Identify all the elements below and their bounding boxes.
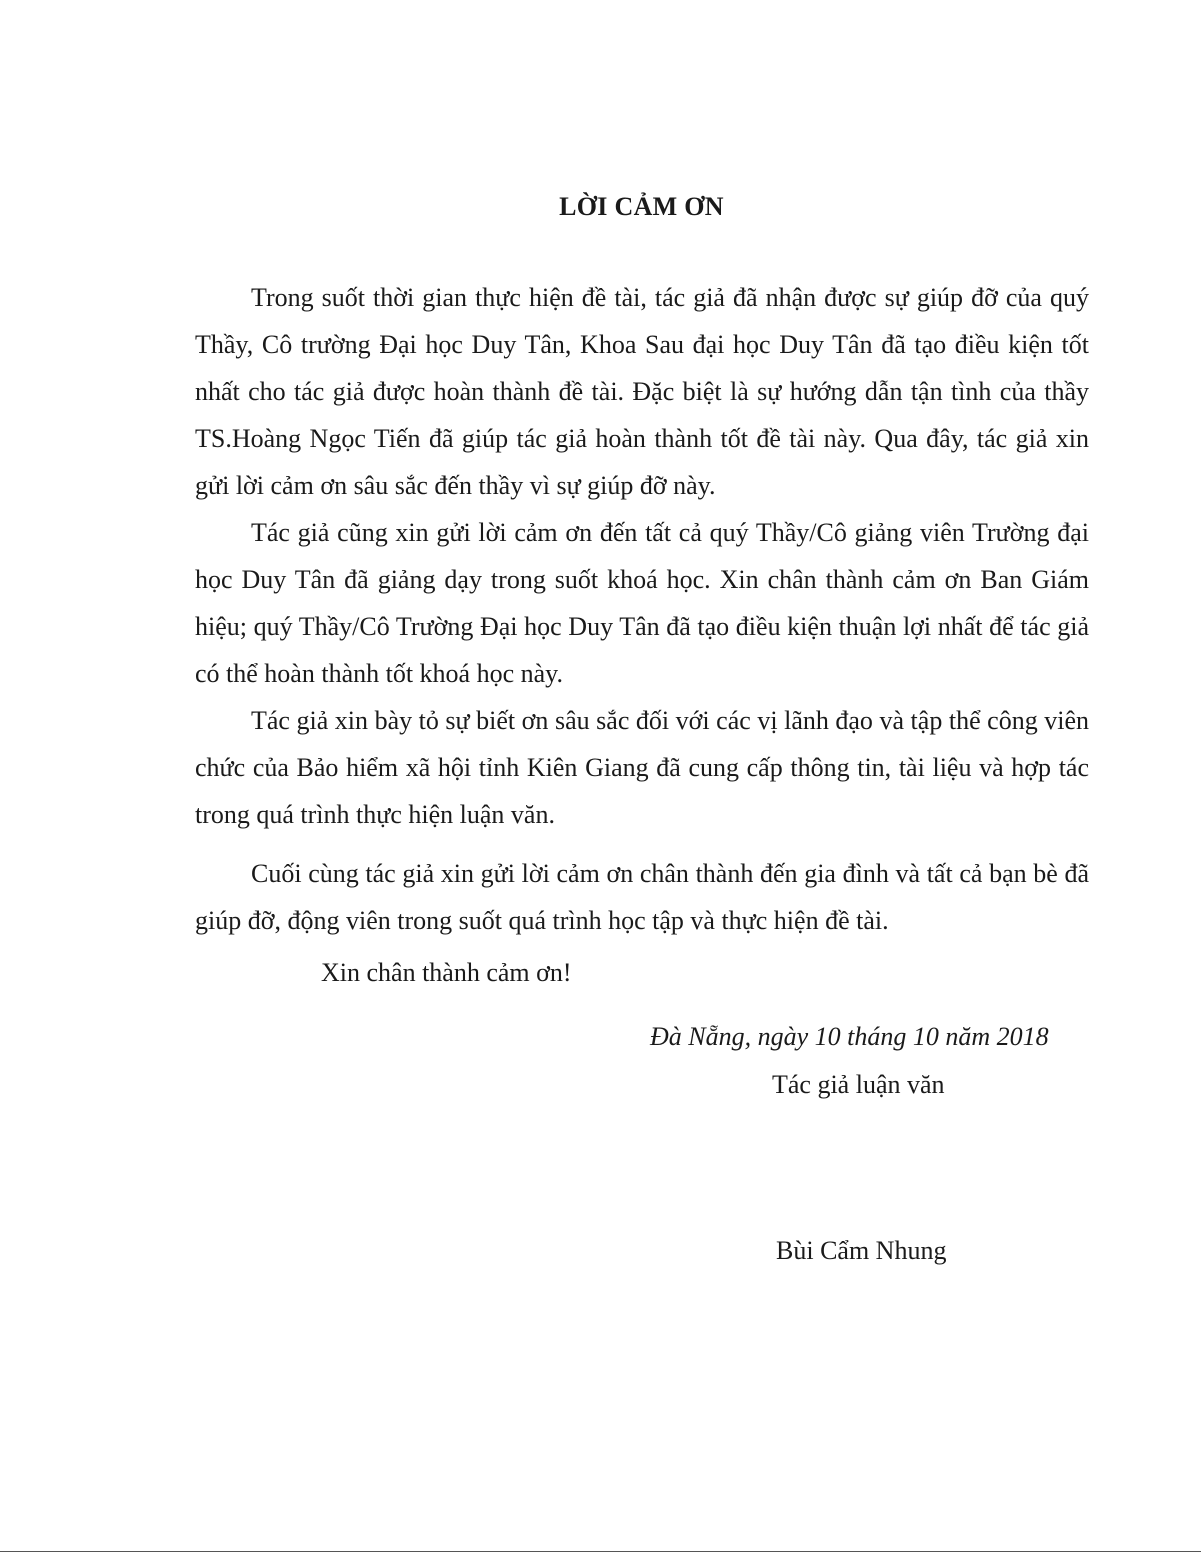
author-role: Tác giả luận văn bbox=[772, 1070, 945, 1099]
paragraph-4: Cuối cùng tác giả xin gửi lời cảm ơn chân thành đến gia đình và tất cả bạn bè đã giúp đỡ, động viên trong suốt quá trình học tập và thực hiện đề tài. bbox=[195, 859, 1089, 935]
paragraph-2: Tác giả cũng xin gửi lời cảm ơn đến tất cả quý Thầy/Cô giảng viên Trường đại học Duy Tân đã giảng dạy trong suốt khoá học. Xin chân thành cảm ơn Ban Giám hiệu; quý Thầy/Cô Trường Đại học Duy Tân đã tạo điều kiện thuận lợi nhất để tác giả có thể hoàn thành tốt khoá học này. bbox=[195, 518, 1089, 688]
body-text bbox=[195, 274, 1089, 944]
paragraph-3: Tác giả xin bày tỏ sự biết ơn sâu sắc đối với các vị lãnh đạo và tập thể công viên chức của Bảo hiểm xã hội tỉnh Kiên Giang đã cung cấp thông tin, tài liệu và hợp tác trong quá trình thực hiện luận văn. bbox=[195, 706, 1089, 829]
place-date: Đà Nẵng, ngày 10 tháng 10 năm 2018 bbox=[650, 1022, 1049, 1051]
author-name: Bùi Cẩm Nhung bbox=[776, 1236, 947, 1265]
paragraph-1: Trong suốt thời gian thực hiện đề tài, tác giả đã nhận được sự giúp đỡ của quý Thầy, Cô trường Đại học Duy Tân, Khoa Sau đại học Duy Tân đã tạo điều kiện tốt nhất cho tác giả được hoàn thành đề tài. Đặc biệt là sự hướng dẫn tận tình của thầy TS.Hoàng Ngọc Tiến đã giúp tác giả hoàn thành tốt đề tài này. Qua đây, tác giả xin gửi lời cảm ơn sâu sắc đến thầy vì sự giúp đỡ này. bbox=[195, 283, 1089, 500]
page-title: LỜI CẢM ƠN bbox=[559, 192, 724, 221]
bottom-divider bbox=[0, 1551, 1201, 1552]
closing-line: Xin chân thành cảm ơn! bbox=[321, 958, 572, 987]
